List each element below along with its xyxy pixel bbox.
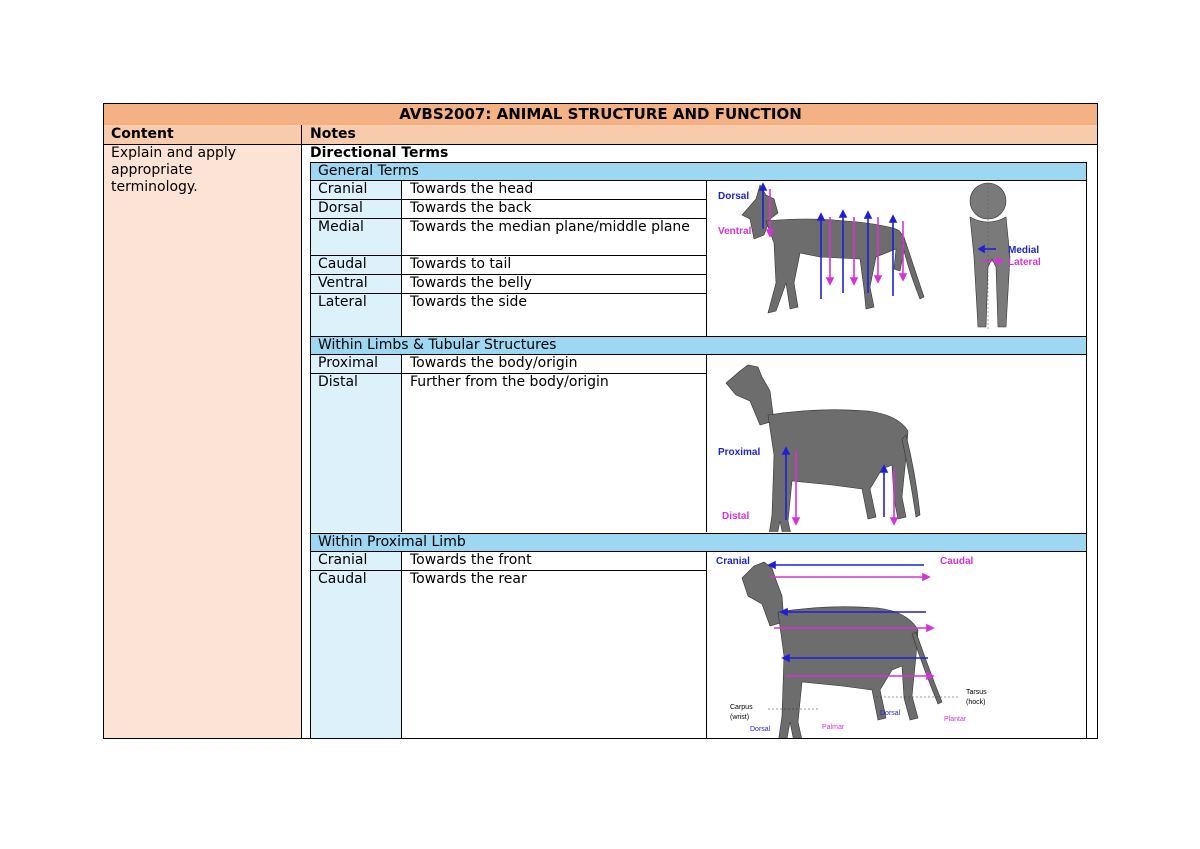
- definition-cell: Towards the body/origin: [410, 355, 578, 371]
- definition-cell: Towards the back: [410, 200, 532, 216]
- dog-figure-proximal: [708, 552, 1086, 738]
- table-row: [311, 275, 707, 294]
- section-heading-general: General Terms: [311, 162, 1086, 181]
- term-cell: Cranial: [318, 181, 368, 197]
- figure-label: (hock): [966, 699, 986, 706]
- figure-label: Dorsal: [718, 191, 750, 202]
- figure-label: Dorsal: [750, 726, 771, 733]
- content-text: Explain and apply appropriate terminology.: [111, 145, 237, 195]
- figure-label: Palmar: [822, 724, 845, 731]
- table-row: [311, 181, 707, 200]
- definition-cell: Towards the head: [410, 181, 534, 197]
- term-cell: Proximal: [318, 355, 379, 371]
- figure-label: (wrist): [730, 714, 750, 721]
- table-row: [311, 294, 707, 336]
- term-cell: Caudal: [318, 256, 367, 272]
- figure-label: Dorsal: [880, 710, 901, 717]
- term-cell: Ventral: [318, 275, 368, 291]
- table-row: [311, 256, 707, 275]
- table-row: [311, 374, 707, 532]
- figure-label: Medial: [1008, 245, 1040, 256]
- section-heading-limbs: Within Limbs & Tubular Structures: [311, 336, 1086, 355]
- term-cell: Distal: [318, 374, 358, 390]
- table-row: [311, 355, 707, 374]
- column-divider: [301, 125, 302, 738]
- term-cell: Dorsal: [318, 200, 363, 216]
- table-row: [311, 552, 707, 571]
- table-row: [311, 571, 707, 738]
- notes-title: Directional Terms: [310, 145, 449, 161]
- figure-label: Ventral: [718, 226, 752, 237]
- definition-cell: Towards the front: [410, 552, 532, 568]
- section-heading-proximal: Within Proximal Limb: [311, 533, 1086, 552]
- definition-cell: Towards to tail: [410, 256, 512, 272]
- content-cell: [104, 145, 301, 738]
- term-cell: Lateral: [318, 294, 367, 310]
- figure-label: Distal: [722, 511, 750, 522]
- figure-label: Cranial: [716, 556, 750, 567]
- figure-label: Carpus: [730, 704, 753, 711]
- definition-cell: Towards the belly: [410, 275, 532, 291]
- dog-figure-limbs: [708, 355, 1086, 532]
- figure-label: Proximal: [718, 447, 761, 458]
- figure-label: Tarsus: [966, 689, 987, 696]
- dog-figure-general: [708, 181, 1086, 336]
- document-title: AVBS2007: ANIMAL STRUCTURE AND FUNCTION: [104, 104, 1097, 126]
- definition-cell: Towards the median plane/middle plane: [410, 219, 690, 235]
- figure-label: Lateral: [1008, 257, 1041, 268]
- header-row: [104, 125, 1097, 145]
- figure-label: Plantar: [944, 716, 967, 723]
- definition-cell: Towards the rear: [410, 571, 527, 587]
- table-row: [311, 200, 707, 219]
- document-table: [103, 103, 1098, 739]
- terms-table: [310, 162, 1087, 739]
- definition-cell: Further from the body/origin: [410, 374, 609, 390]
- term-cell: Cranial: [318, 552, 368, 568]
- notes-header: Notes: [310, 126, 356, 142]
- content-header: Content: [111, 126, 174, 142]
- table-row: [311, 219, 707, 256]
- figure-label: Caudal: [940, 556, 974, 567]
- term-cell: Medial: [318, 219, 364, 235]
- definition-cell: Towards the side: [410, 294, 528, 310]
- term-cell: Caudal: [318, 571, 367, 587]
